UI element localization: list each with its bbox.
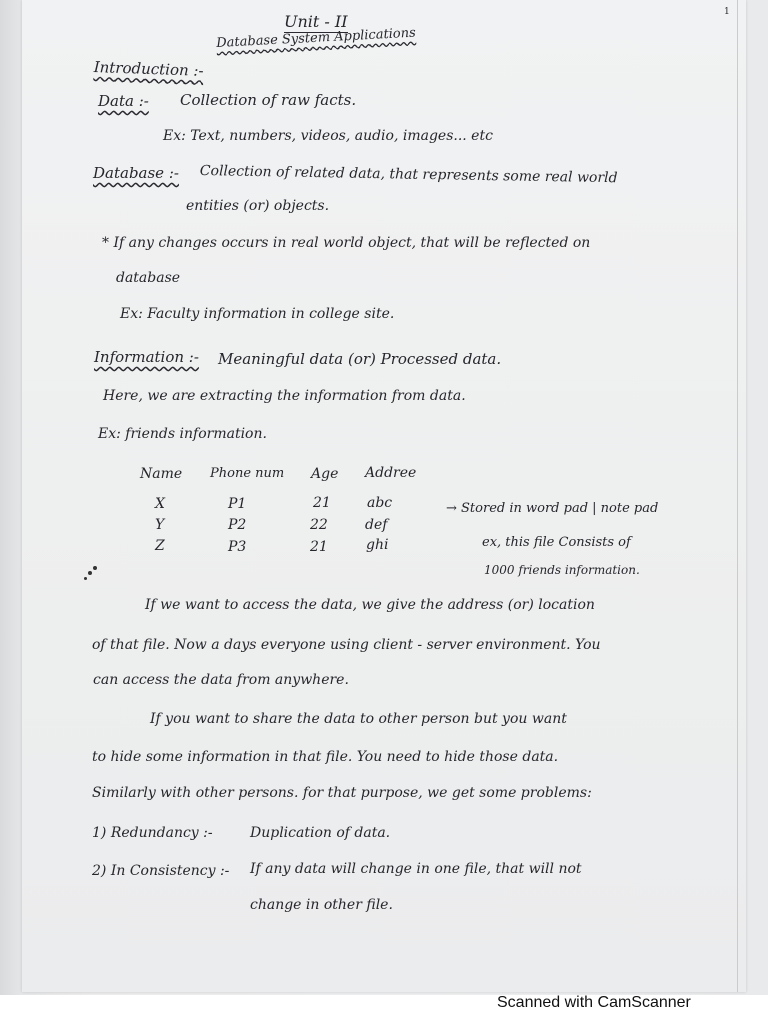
table-cell: 21 (313, 495, 331, 511)
problem1-definition: Duplication of data. (250, 825, 391, 841)
table-cell: def (365, 517, 388, 533)
database-label: Database :- (93, 164, 179, 182)
table-cell: P2 (228, 517, 247, 533)
problem2-definition: If any data will change in one file, that will not (250, 861, 582, 877)
paragraph1-line3: can access the data from anywhere. (93, 672, 349, 688)
database-definition: Collection of related data, that represents some real world (199, 163, 618, 187)
table-cell: Y (155, 517, 165, 533)
table-header-name: Name (140, 466, 183, 482)
data-label: Data :- (98, 92, 149, 110)
table-cell: P1 (228, 496, 247, 512)
table-cell: ghi (366, 537, 389, 553)
information-label: Information :- (94, 348, 199, 366)
storage-note-line2: ex, this file Consists of (482, 535, 631, 550)
paragraph1-line2: of that file. Now a days everyone using client - server environment. You (92, 637, 601, 653)
scanner-watermark: Scanned with CamScanner (497, 994, 691, 1011)
paragraph1-line1: If we want to access the data, we give the address (or) location (145, 597, 595, 613)
subject-heading: Database System Applications (215, 25, 417, 51)
information-definition: Meaningful data (or) Processed data. (218, 350, 502, 368)
table-cell: 22 (310, 517, 328, 533)
margin-line (737, 0, 738, 992)
data-definition: Collection of raw facts. (180, 91, 357, 109)
table-cell: X (155, 496, 165, 512)
change-note-line2: database (116, 270, 181, 286)
unit-heading: Unit - II (284, 12, 348, 31)
faculty-example: Ex: Faculty information in college site. (120, 306, 395, 322)
storage-note-line1: → Stored in word pad | note pad (446, 501, 659, 516)
table-cell: 21 (310, 539, 328, 555)
table-header-age: Age (311, 466, 339, 482)
paragraph2-line1: If you want to share the data to other person but you want (150, 711, 567, 727)
table-cell: P3 (228, 539, 247, 555)
problem2-definition-cont: change in other file. (250, 897, 393, 913)
paragraph2-line2: to hide some information in that file. You need to hide those data. (92, 749, 559, 765)
paper-dot (93, 566, 97, 570)
introduction-label: Introduction :- (93, 58, 204, 80)
table-header-address: Addree (365, 465, 417, 481)
problem1-label: 1) Redundancy :- (92, 825, 213, 841)
information-line2: Here, we are extracting the information from data. (103, 388, 466, 404)
paper-dot (84, 577, 87, 580)
database-definition-cont: entities (or) objects. (186, 198, 330, 214)
data-example: Ex: Text, numbers, videos, audio, images... etc (163, 128, 493, 144)
paper-dot (88, 571, 92, 575)
storage-note-line3: 1000 friends information. (484, 563, 640, 577)
change-note-line1: * If any changes occurs in real world object, that will be reflected on (102, 235, 591, 251)
table-header-phone: Phone num (210, 466, 285, 481)
table-cell: abc (367, 495, 393, 511)
paragraph2-line3: Similarly with other persons. for that purpose, we get some problems: (92, 785, 592, 801)
friends-example: Ex: friends information. (98, 426, 267, 442)
table-cell: Z (155, 538, 165, 554)
page-number: 1 (724, 7, 730, 17)
problem2-label: 2) In Consistency :- (92, 863, 230, 879)
